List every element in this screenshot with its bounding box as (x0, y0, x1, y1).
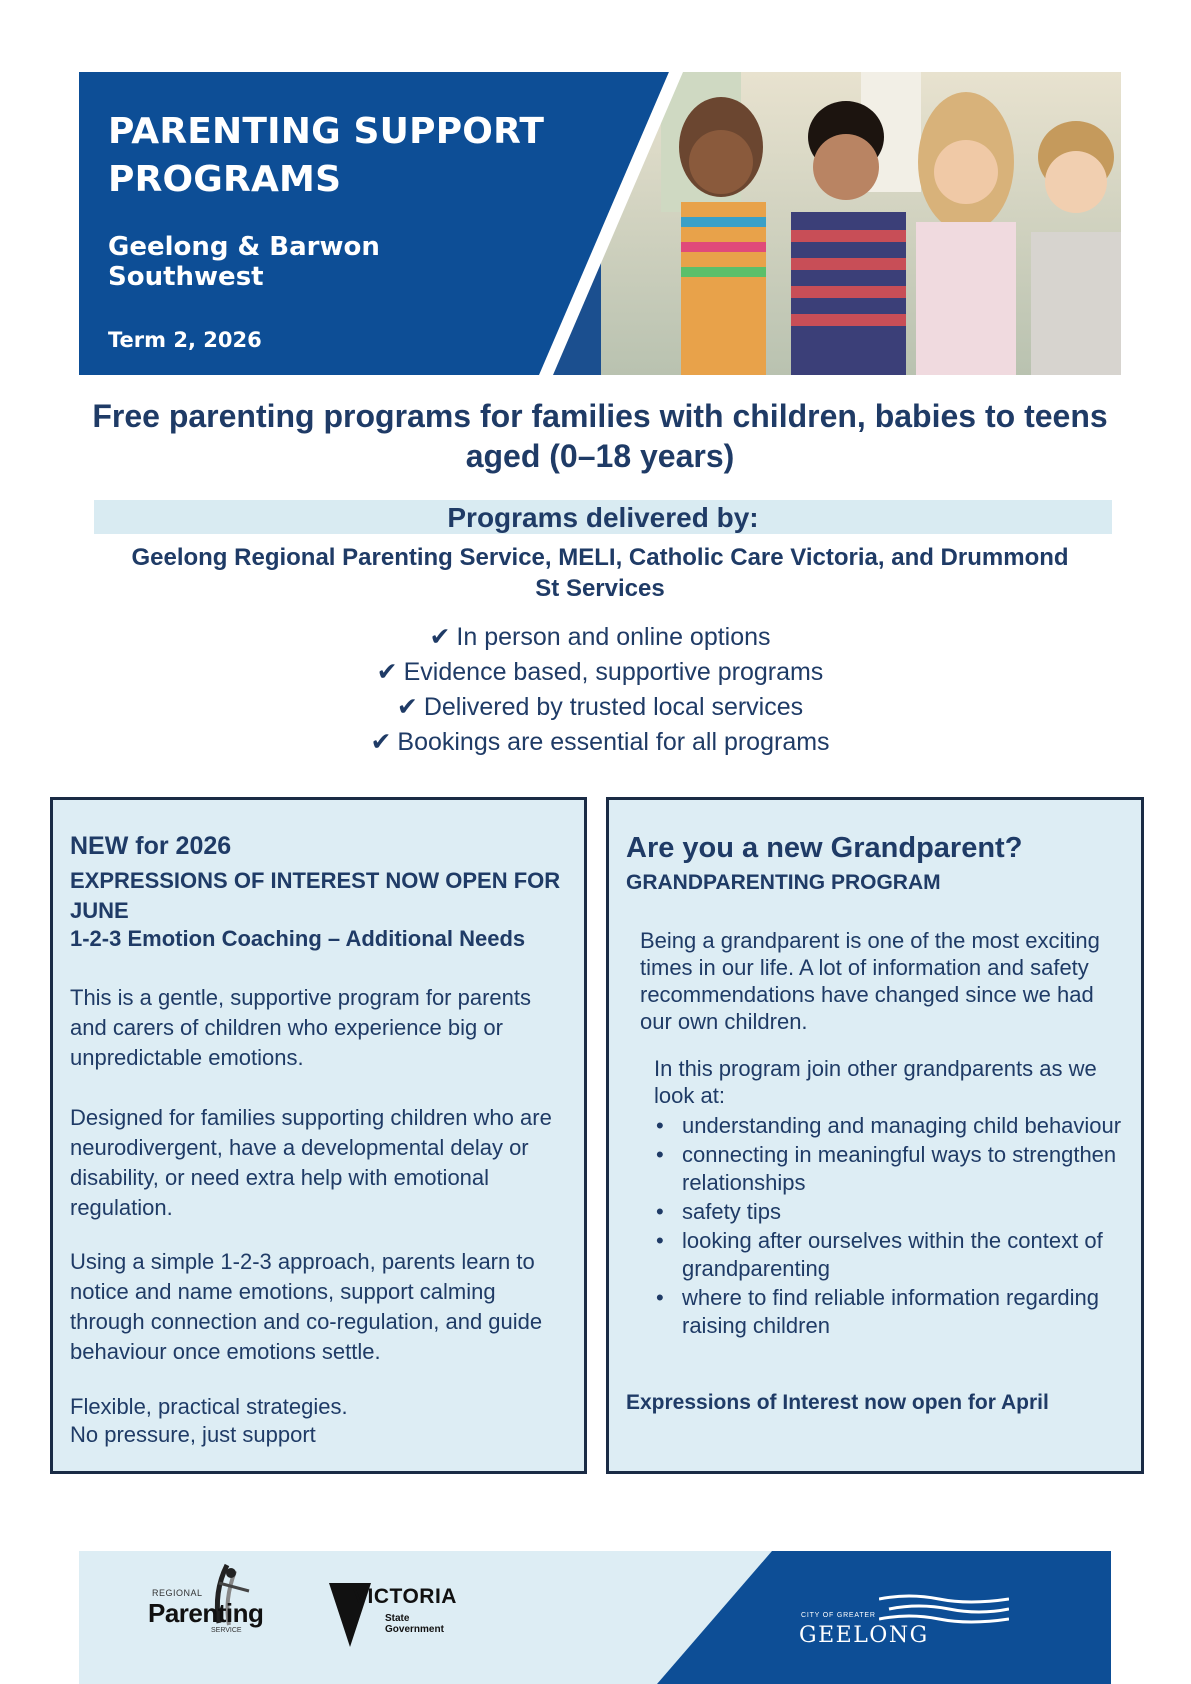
features-list (80, 620, 1120, 760)
program-description: Being a grandparent is one of the most exciting times in our life. A lot of information and safety recommendations have changed since we had our own children. (640, 928, 1100, 1034)
feature-item: ✔ Delivered by trusted local services (396, 693, 804, 721)
feature-item: ✔ Bookings are essential for all programs (370, 728, 830, 756)
hero-banner (79, 72, 1121, 375)
checkmark-icon: ✔ (429, 623, 451, 651)
grandparenting-card (606, 797, 1144, 1474)
headline: Free parenting programs for families with children, babies to teens aged (0–18 years) (92, 398, 1108, 474)
list-item: • understanding and managing child behaviour (656, 1113, 1122, 1138)
feature-item: ✔ In person and online options (429, 623, 771, 651)
bullet-icon: • (656, 1113, 664, 1138)
program-summary: Flexible, practical strategies. No pressure, just support (70, 1394, 348, 1447)
emotion-coaching-card (50, 797, 587, 1474)
program-audience: Designed for families supporting children who are neurodivergent, have a developmental delay or disability, or need extra help with emotional regulation. (70, 1105, 552, 1220)
new-label: NEW for 2026 (70, 832, 232, 860)
list-item: • looking after ourselves within the context of grandparenting (656, 1228, 1103, 1281)
delivered-by-heading: Programs delivered by: (94, 500, 1112, 534)
program-intro: In this program join other grandparents as we look at: (654, 1056, 1097, 1108)
footer-logos (79, 1551, 1111, 1684)
state-government-text: State Government (385, 1613, 444, 1635)
program-description: This is a gentle, supportive program for parents and carers of children who experience big or unpredictable emotions. (70, 985, 532, 1070)
bullet-icon: • (656, 1199, 664, 1224)
checkmark-icon: ✔ (376, 658, 398, 686)
list-item: • safety tips (656, 1199, 782, 1224)
page-title: PARENTING SUPPORT PROGRAMS (108, 111, 545, 200)
geelong-logo-text: GEELONG (799, 1623, 929, 1648)
region-subtitle: Geelong & Barwon Southwest (108, 232, 380, 292)
eoi-notice: EXPRESSIONS OF INTEREST NOW OPEN FOR JUNE (70, 868, 561, 923)
program-name: GRANDPARENTING PROGRAM (626, 871, 941, 894)
rps-regional-text: REGIONAL (152, 1588, 203, 1598)
term-label: Term 2, 2026 (108, 328, 262, 352)
feature-item: ✔ Evidence based, supportive programs (376, 658, 824, 686)
rps-parenting-text: Parenting (148, 1598, 264, 1628)
checkmark-icon: ✔ (370, 728, 392, 756)
list-item: • connecting in meaningful ways to strengthen relationships (656, 1142, 1117, 1195)
victoria-text: VICTORIA (353, 1585, 457, 1608)
topics-list (654, 1112, 1124, 1341)
bullet-icon: • (656, 1285, 664, 1310)
bullet-icon: • (656, 1142, 664, 1167)
bullet-icon: • (656, 1228, 664, 1253)
eoi-notice: Expressions of Interest now open for April (626, 1391, 1049, 1414)
program-approach: Using a simple 1-2-3 approach, parents learn to notice and name emotions, support calming through connection and co-regulation, and guide behaviour once emotions settle. (70, 1249, 543, 1364)
grandparent-question: Are you a new Grandparent? (626, 832, 1023, 864)
children-photo (601, 72, 1121, 375)
rps-service-text: SERVICE (211, 1627, 242, 1634)
providers-list: Geelong Regional Parenting Service, MELI, Catholic Care Victoria, and Drummond St Services (131, 544, 1069, 602)
checkmark-icon: ✔ (396, 693, 418, 721)
city-of-greater-text: CITY OF GREATER (801, 1612, 876, 1619)
list-item: • where to find reliable information regarding raising children (656, 1285, 1100, 1338)
program-name: 1-2-3 Emotion Coaching – Additional Needs (70, 926, 526, 951)
